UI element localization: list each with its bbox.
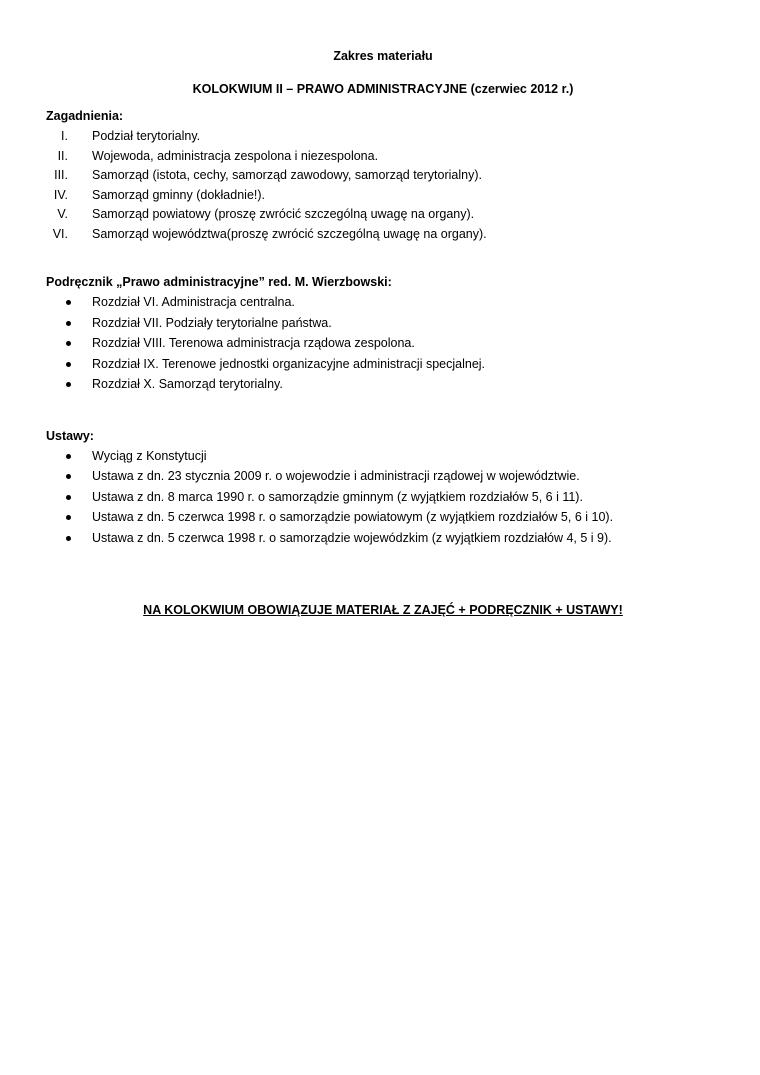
list-item-text: Ustawa z dn. 5 czerwca 1998 r. o samorządzie wojewódzkim (z wyjątkiem rozdziałów 4, 5 i 9).: [92, 530, 612, 545]
list-item-number: V.: [57, 207, 68, 221]
list-item-text: Samorząd województwa(proszę zwrócić szczególną uwagę na organy).: [92, 226, 487, 241]
list-item-number: III.: [54, 168, 68, 182]
list-item-number: II.: [57, 148, 68, 163]
bullet-icon: [66, 515, 71, 520]
list-item: [46, 204, 720, 224]
bullet-icon: [66, 454, 71, 459]
bullet-icon: [66, 536, 71, 541]
list-item-text: Rozdział VIII. Terenowa administracja rządowa zespolona.: [92, 336, 415, 350]
list-item: [46, 313, 720, 334]
list-item-text: Rozdział VI. Administracja centralna.: [92, 295, 295, 309]
list-item: [46, 354, 720, 375]
bullet-icon: [66, 341, 71, 346]
topics-heading: Zagadnienia:: [46, 109, 124, 123]
list-item-text: Samorząd gminny (dokładnie!).: [92, 187, 265, 202]
topics-section: [46, 106, 720, 243]
list-item-text: Podział terytorialny.: [92, 129, 201, 143]
textbook-heading: Podręcznik „Prawo administracyjne” red. M. Wierzbowski:: [46, 275, 392, 289]
list-item-text: Wyciąg z Konstytucji: [92, 448, 207, 463]
list-item-text: Samorząd (istota, cechy, samorząd zawodowy, samorząd terytorialny).: [92, 168, 482, 182]
bullet-icon: [66, 495, 71, 500]
list-item: [46, 333, 720, 354]
bullet-icon: [66, 300, 71, 305]
laws-section: [46, 426, 720, 549]
list-item: [46, 507, 720, 528]
list-item-number: VI.: [52, 226, 68, 241]
document-subtitle: KOLOKWIUM II – PRAWO ADMINISTRACYJNE (czerwiec 2012 r.): [192, 82, 574, 96]
laws-heading: Ustawy:: [46, 428, 94, 443]
bullet-icon: [66, 362, 71, 367]
bullet-icon: [66, 382, 71, 387]
document-title: Zakres materiału: [333, 49, 433, 63]
list-item-number: I.: [61, 129, 68, 143]
laws-list: [46, 446, 720, 549]
list-item: [46, 146, 720, 166]
list-item-number: IV.: [53, 187, 68, 202]
final-note: NA KOLOKWIUM OBOWIĄZUJE MATERIAŁ Z ZAJĘĆ + PODRĘCZNIK + USTAWY!: [143, 603, 623, 617]
topics-list: [46, 126, 720, 243]
list-item-text: Samorząd powiatowy (proszę zwrócić szczególną uwagę na organy).: [92, 207, 475, 221]
textbook-list: [46, 292, 720, 395]
list-item: [46, 165, 720, 185]
list-item: [46, 466, 720, 487]
list-item: [46, 185, 720, 205]
list-item: [46, 292, 720, 313]
list-item: [46, 126, 720, 146]
bullet-icon: [66, 321, 71, 326]
list-item: [46, 224, 720, 244]
list-item-text: Ustawa z dn. 23 stycznia 2009 r. o wojewodzie i administracji rządowej w województwie.: [92, 469, 580, 483]
list-item-text: Rozdział VII. Podziały terytorialne państwa.: [92, 315, 332, 330]
list-item: [46, 374, 720, 395]
list-item: [46, 528, 720, 549]
list-item-text: Rozdział X. Samorząd terytorialny.: [92, 377, 283, 391]
list-item-text: Wojewoda, administracja zespolona i niezespolona.: [92, 148, 379, 163]
list-item-text: Ustawa z dn. 5 czerwca 1998 r. o samorządzie powiatowym (z wyjątkiem rozdziałów 5, 6 i 10).: [92, 510, 614, 524]
list-item-text: Ustawa z dn. 8 marca 1990 r. o samorządzie gminnym (z wyjątkiem rozdziałów 5, 6 i 11).: [92, 489, 583, 504]
list-item: [46, 446, 720, 467]
list-item: [46, 487, 720, 508]
list-item-text: Rozdział IX. Terenowe jednostki organizacyjne administracji specjalnej.: [92, 356, 486, 371]
textbook-section: [46, 272, 720, 395]
bullet-icon: [66, 474, 71, 479]
